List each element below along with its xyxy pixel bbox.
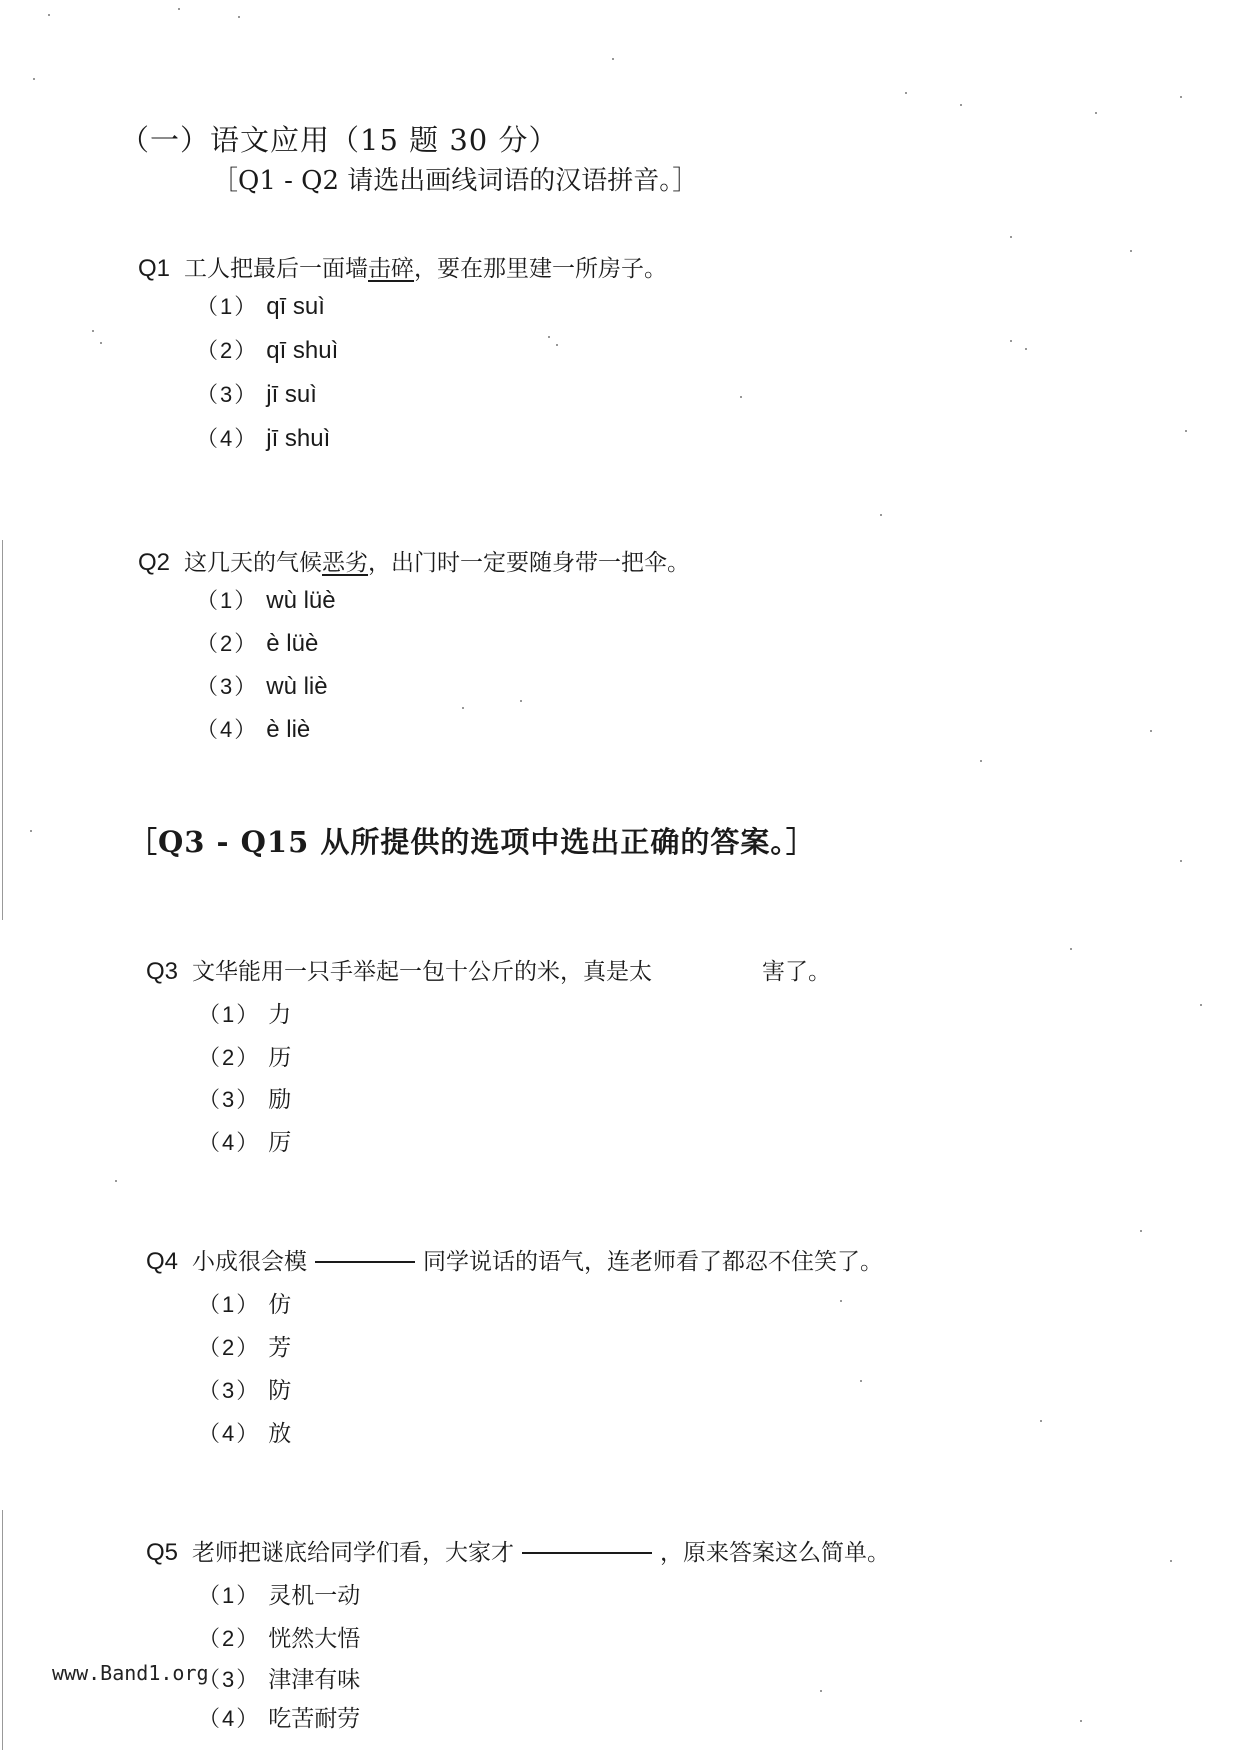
question-number: Q2: [138, 549, 171, 576]
option-text: è lüè: [266, 630, 319, 657]
question-text-after: ，出门时一定要随身带一把伞。: [368, 550, 691, 576]
option-label: （1）: [198, 1583, 261, 1608]
scan-edge-line: [2, 540, 3, 920]
question-q2: [138, 544, 690, 577]
watermark-text: www.Band1.org: [52, 1661, 209, 1685]
question-text-after: 同学说话的语气，连老师看了都忍不住笑了。: [423, 1249, 884, 1275]
option-q3-3[interactable]: [198, 1081, 291, 1114]
option-text: è liè: [266, 716, 311, 743]
option-text: 力: [268, 1002, 292, 1028]
scan-edge-line: [2, 1510, 3, 1750]
question-text-before: 老师把谜底给同学们看，大家才: [192, 1540, 515, 1566]
option-q2-1[interactable]: [196, 584, 336, 615]
question-number: Q3: [146, 958, 179, 985]
question-text-before: 工人把最后一面墙: [184, 256, 369, 282]
option-label: （3）: [196, 382, 259, 407]
question-q4: [146, 1243, 883, 1276]
option-label: （2）: [198, 1045, 261, 1070]
option-text: 灵机一动: [268, 1583, 361, 1609]
option-q5-1[interactable]: [198, 1577, 360, 1610]
option-text: 防: [268, 1378, 292, 1404]
question-q5: [146, 1534, 890, 1567]
question-number: Q4: [146, 1248, 179, 1275]
question-text-after: ，原来答案这么简单。: [660, 1540, 891, 1566]
option-q3-1[interactable]: [198, 996, 291, 1029]
option-q2-2[interactable]: [196, 627, 318, 658]
question-text-after: ，要在那里建一所房子。: [414, 256, 668, 282]
option-q1-2[interactable]: [196, 334, 338, 365]
option-text: jī suì: [266, 381, 317, 408]
option-q2-3[interactable]: [196, 670, 328, 701]
option-text: 恍然大悟: [268, 1626, 361, 1652]
option-text: jī shuì: [266, 425, 331, 452]
option-q5-4[interactable]: [198, 1700, 360, 1733]
instruction-q1-q2: ［Q1 - Q2 请选出画线词语的汉语拼音。］: [212, 166, 699, 196]
option-label: （1）: [196, 588, 259, 613]
option-label: （2）: [198, 1626, 261, 1651]
option-text: wù liè: [266, 673, 328, 700]
question-underlined-word: 击碎: [368, 256, 415, 282]
option-text: 放: [268, 1421, 292, 1447]
question-number: Q1: [138, 255, 171, 282]
answer-blank: [522, 1551, 652, 1554]
option-text: 津津有味: [268, 1667, 361, 1693]
option-label: （4）: [196, 426, 259, 451]
option-label: （3）: [196, 674, 259, 699]
option-text: qī shuì: [266, 337, 339, 364]
option-label: （2）: [196, 338, 259, 363]
option-label: （3）: [198, 1087, 261, 1112]
option-label: （3）: [198, 1378, 261, 1403]
option-text: wù lüè: [266, 587, 336, 614]
option-q1-4[interactable]: [196, 422, 330, 453]
question-text-before: 这几天的气候: [184, 550, 323, 576]
option-q1-1[interactable]: [196, 290, 325, 321]
option-label: （4）: [198, 1130, 261, 1155]
option-label: （1）: [198, 1002, 261, 1027]
question-text-before: 文华能用一只手举起一包十公斤的米，真是太: [192, 959, 653, 985]
option-q4-1[interactable]: [198, 1286, 291, 1319]
option-q1-3[interactable]: [196, 378, 317, 409]
option-label: （3）: [198, 1667, 261, 1692]
option-text: 仿: [268, 1292, 292, 1318]
option-q3-2[interactable]: [198, 1039, 291, 1072]
section-title: （一）语文应用（15 题 30 分）: [120, 123, 559, 157]
option-text: 励: [268, 1087, 292, 1113]
option-label: （4）: [198, 1706, 261, 1731]
question-underlined-word: 恶劣: [322, 550, 369, 576]
option-text: 吃苦耐劳: [268, 1706, 361, 1732]
option-label: （2）: [198, 1335, 261, 1360]
option-label: （4）: [198, 1421, 261, 1446]
question-q3: [146, 953, 831, 986]
option-q3-4[interactable]: [198, 1124, 291, 1157]
option-q4-4[interactable]: [198, 1415, 291, 1448]
question-text-after: 害了。: [762, 959, 832, 985]
option-label: （4）: [196, 717, 259, 742]
instruction-q3-q15: ［Q3 - Q15 从所提供的选项中选出正确的答案。］: [128, 825, 816, 859]
question-q1: [138, 250, 667, 283]
option-q5-2[interactable]: [198, 1620, 360, 1653]
option-text: 芳: [268, 1335, 292, 1361]
option-text: 历: [268, 1045, 292, 1071]
option-q4-2[interactable]: [198, 1329, 291, 1362]
option-text: 厉: [268, 1130, 292, 1156]
question-text-before: 小成很会模: [192, 1249, 308, 1275]
option-label: （1）: [198, 1292, 261, 1317]
option-q5-3[interactable]: [198, 1661, 360, 1694]
option-label: （1）: [196, 294, 259, 319]
option-q2-4[interactable]: [196, 713, 310, 744]
option-label: （2）: [196, 631, 259, 656]
option-text: qī suì: [266, 293, 325, 320]
answer-blank: [315, 1260, 415, 1263]
option-q4-3[interactable]: [198, 1372, 291, 1405]
question-number: Q5: [146, 1539, 179, 1566]
